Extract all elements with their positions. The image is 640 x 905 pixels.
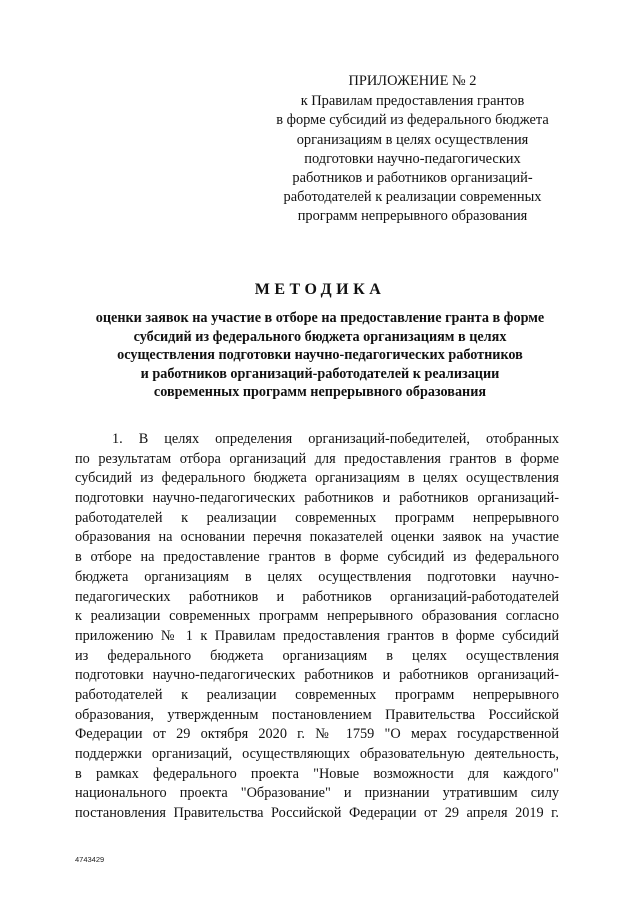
appendix-title: ПРИЛОЖЕНИЕ № 2 <box>348 73 477 89</box>
body-line: 1. В целях определения организаций-победителей, отобранных <box>112 431 559 447</box>
body-line: образования, утвержденным постановлением Правительства Российской <box>75 706 559 723</box>
subtitle-line: оценки заявок на участие в отборе на предоставление гранта в форме <box>95 310 545 326</box>
appendix-block <box>255 72 570 227</box>
subtitle-line: современных программ непрерывного образования <box>153 384 487 401</box>
body-line: по результатам отбора организаций для предоставления грантов в форме <box>75 450 559 467</box>
body-line: образования на основании перечня показателей оценки заявок на участие <box>75 529 559 546</box>
appendix-line: работников и работников организаций- <box>292 170 533 187</box>
subtitle-line: осуществления подготовки научно-педагогических работников <box>117 347 523 364</box>
document-code: 4743429 <box>75 855 105 864</box>
appendix-line: работодателей к реализации современных <box>283 189 542 206</box>
body-line: субсидий из федерального бюджета организациям в целях осуществления <box>75 470 559 487</box>
subtitle-line: субсидий из федерального бюджета организациям в целях <box>133 328 507 345</box>
body-line: бюджета организациям в целях осуществления подготовки научно- <box>75 568 559 585</box>
document-title: МЕТОДИКА <box>254 281 386 298</box>
appendix-line: в форме субсидий из федерального бюджета <box>276 112 549 129</box>
body-paragraph <box>75 430 559 824</box>
appendix-line: к Правилам предоставления грантов <box>300 93 525 110</box>
appendix-line: программ непрерывного образования <box>297 208 528 225</box>
body-line: работодателей к реализации современных программ непрерывного <box>75 686 559 703</box>
body-line: подготовки научно-педагогических работников и работников организаций- <box>75 667 559 684</box>
appendix-line: подготовки научно-педагогических <box>304 150 521 167</box>
body-line: педагогических работников и работников организаций-работодателей <box>75 588 559 605</box>
body-line: подготовки научно-педагогических работников и работников организаций- <box>75 490 559 507</box>
body-line: в отборе на предоставление грантов в форме субсидий из федерального <box>75 549 559 566</box>
body-line: из федерального бюджета организациям в целях осуществления <box>75 647 559 664</box>
body-line: поддержки организаций, осуществляющих образовательную деятельность, <box>75 746 559 762</box>
body-line: национального проекта "Образование" и признании утратившим силу <box>75 785 559 802</box>
body-line: постановления Правительства Российской Федерации от 29 апреля 2019 г. <box>75 805 559 822</box>
body-line: приложению № 1 к Правилам предоставления грантов в форме субсидий <box>75 627 559 644</box>
body-line: работодателей к реализации современных программ непрерывного <box>75 509 559 526</box>
body-line: Федерации от 29 октября 2020 г. № 1759 "О мерах государственной <box>75 726 559 743</box>
document-subtitle <box>60 309 580 402</box>
body-line: к реализации современных программ непрерывного образования согласно <box>75 608 559 625</box>
appendix-line: организациям в целях осуществления <box>296 131 529 148</box>
subtitle-line: и работников организаций-работодателей к реализации <box>140 365 500 382</box>
body-line: в рамках федерального проекта "Новые возможности для каждого" <box>75 765 559 782</box>
